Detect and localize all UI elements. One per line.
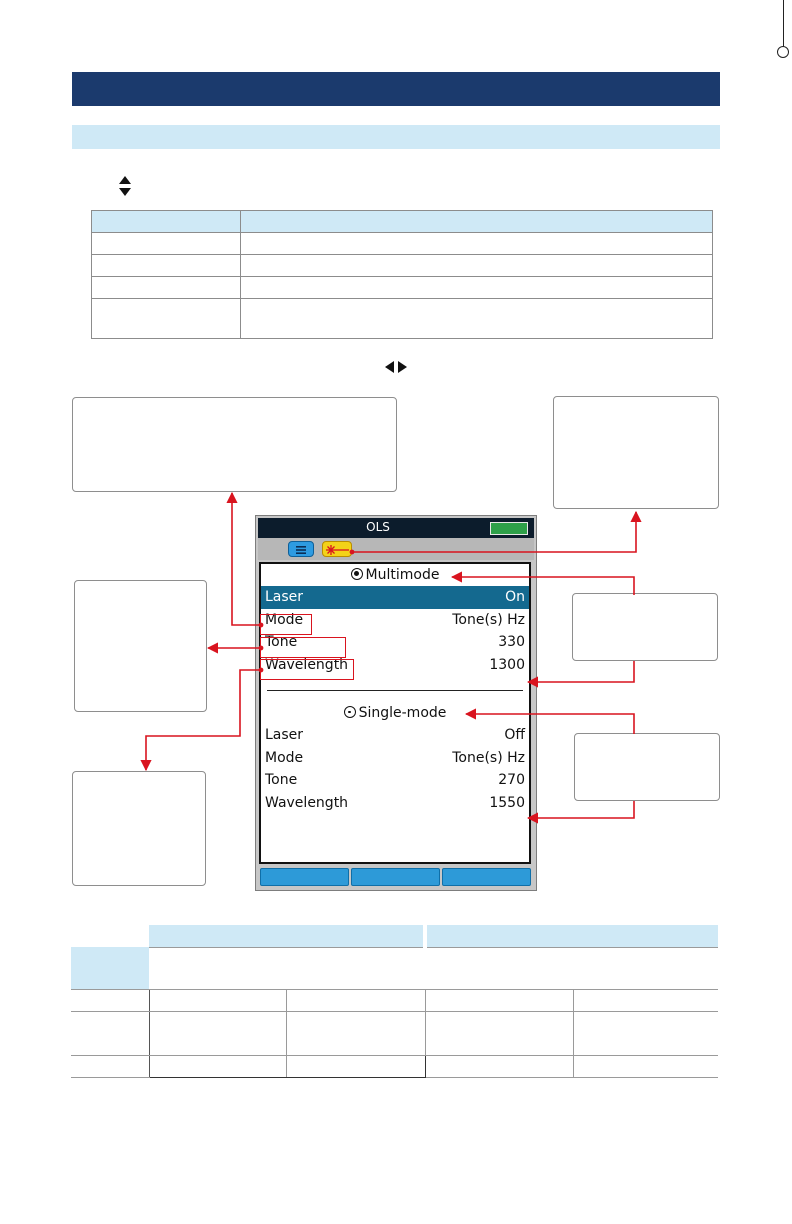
row-value: 330 <box>498 634 525 650</box>
table-cell <box>149 1055 286 1077</box>
multimode-label: Multimode <box>365 567 440 583</box>
table-cell <box>286 989 425 1011</box>
table-cell <box>573 1011 718 1055</box>
table-cell <box>286 1011 425 1055</box>
row-label: Wavelength <box>265 794 349 811</box>
table-cell <box>425 1011 573 1055</box>
table-cell <box>149 947 286 989</box>
table-cell <box>425 947 573 989</box>
spec-header-group-1 <box>149 925 425 947</box>
row-value: Tone(s) Hz <box>452 611 525 628</box>
row-value: Off <box>504 727 525 743</box>
table-cell <box>286 1055 425 1077</box>
spec-row-label-cell <box>71 947 149 989</box>
spec-subheader-row <box>71 947 718 989</box>
table-cell <box>573 989 718 1011</box>
table-cell <box>573 1055 718 1077</box>
screen-title: OLS <box>366 520 390 534</box>
specifications-table <box>71 925 718 1078</box>
spec-table-header <box>71 925 718 947</box>
row-label: Tone <box>265 772 298 788</box>
spec-header-group-2 <box>425 925 718 947</box>
table-cell <box>573 947 718 989</box>
row-label: Mode <box>265 749 304 766</box>
table-row <box>71 989 718 1011</box>
row-label: Mode <box>265 611 304 628</box>
row-label: Tone <box>265 634 298 650</box>
table-cell <box>149 1011 286 1055</box>
table-row <box>71 1011 718 1055</box>
spec-header-blank <box>71 925 149 947</box>
table-cell <box>71 989 149 1011</box>
row-value: On <box>505 589 525 605</box>
table-cell <box>149 989 286 1011</box>
row-value: Tone(s) Hz <box>452 749 525 766</box>
table-cell <box>425 989 573 1011</box>
row-label: Wavelength <box>265 656 349 673</box>
table-row <box>71 1055 718 1077</box>
table-cell <box>71 1055 149 1077</box>
row-label: Laser <box>265 727 304 743</box>
table-cell <box>71 1011 149 1055</box>
table-cell <box>425 1055 573 1077</box>
row-value: 1300 <box>489 656 525 673</box>
row-value: 1550 <box>489 794 525 811</box>
table-cell <box>286 947 425 989</box>
row-value: 270 <box>498 772 525 788</box>
row-label: Laser <box>265 589 304 605</box>
singlemode-label: Single-mode <box>358 705 447 721</box>
